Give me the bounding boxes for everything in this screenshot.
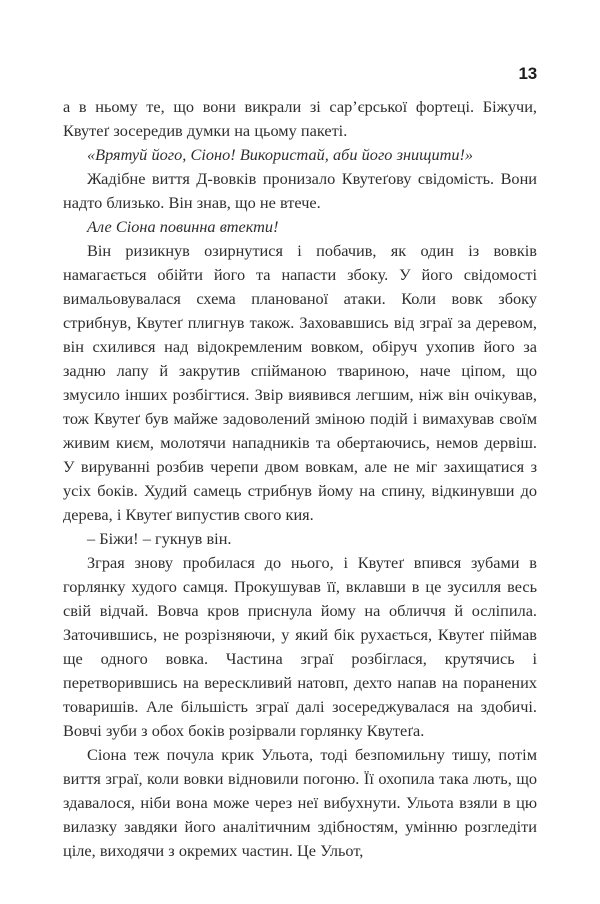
paragraph: Зграя знову пробилася до нього, і Квутеґ впився зубами в горлянку худого самця. Прокушував її, вклавши в це зусилля весь свій відчай. Вовча кров приснула йому на обличчя й осліпила. Заточившись, не розрізняючи, у який бік рухається, Квутеґ піймав ще одного вовка. Частина зграї розбіглася, крутячись і перетворившись на верескливий натовп, дехто напав на поранених товаришів. Але більшість зграї далі зосереджувалася на здобичі. Вовчі зуби з обох боків розірвали горлянку Квутеґа.	[63, 553, 537, 740]
body-text	[63, 95, 537, 863]
paragraph: Сіона теж почула крик Ульота, тоді безпомильну тишу, потім виття зграї, коли вовки відновили погоню. Її охопила така лють, що здавалося, ніби вона може через неї вибухнути. Ульота взяли в цю вилазку завдяки його аналітичним здібностям, умінню розгледіти ціле, виходячи з окремих частин. Це Ульот,	[63, 745, 537, 860]
page-header	[63, 62, 537, 84]
page-number: 13	[518, 63, 537, 83]
paragraph-dialogue: – Біжи! – гукнув він.	[87, 529, 232, 548]
paragraph-italic-thought: Але Сіона повинна втекти!	[87, 217, 279, 236]
paragraph: Він ризикнув озирнутися і побачив, як один із вовків намагається обійти його та напасти збоку. У його свідомості вимальовувалася схема планованої атаки. Коли вовк збоку стрибнув, Квутеґ плигнув також. Заховавшись від зграї за деревом, він схилився над відокремленим вовком, обіруч ухопив його за задню лапу й закрутив спійманою твариною, наче ціпом, що змусило інших розбігтися. Звір виявився легшим, ніж він очікував, тож Квутеґ був майже задоволений зміною подій і вимахував своїм живим києм, молотячи нападників та обертаючись, немов дервіш. У вируванні розбив черепи двом вовкам, але не міг захищатися з усіх боків. Худий самець стрибнув йому на спину, відкинувши до дерева, і Квутеґ випустив свого кия.	[63, 241, 537, 524]
paragraph: Жадібне виття Д-вовків пронизало Квутеґову свідомість. Вони надто близько. Він знав, що не втече.	[63, 169, 537, 212]
paragraph: а в ньому те, що вони викрали зі сар’єрської фортеці. Біжучи, Квутеґ зосередив думки на цьому пакеті.	[63, 97, 537, 140]
paragraph-italic-quote: «Врятуй його, Сіоно! Використай, аби його знищити!»	[87, 145, 474, 164]
